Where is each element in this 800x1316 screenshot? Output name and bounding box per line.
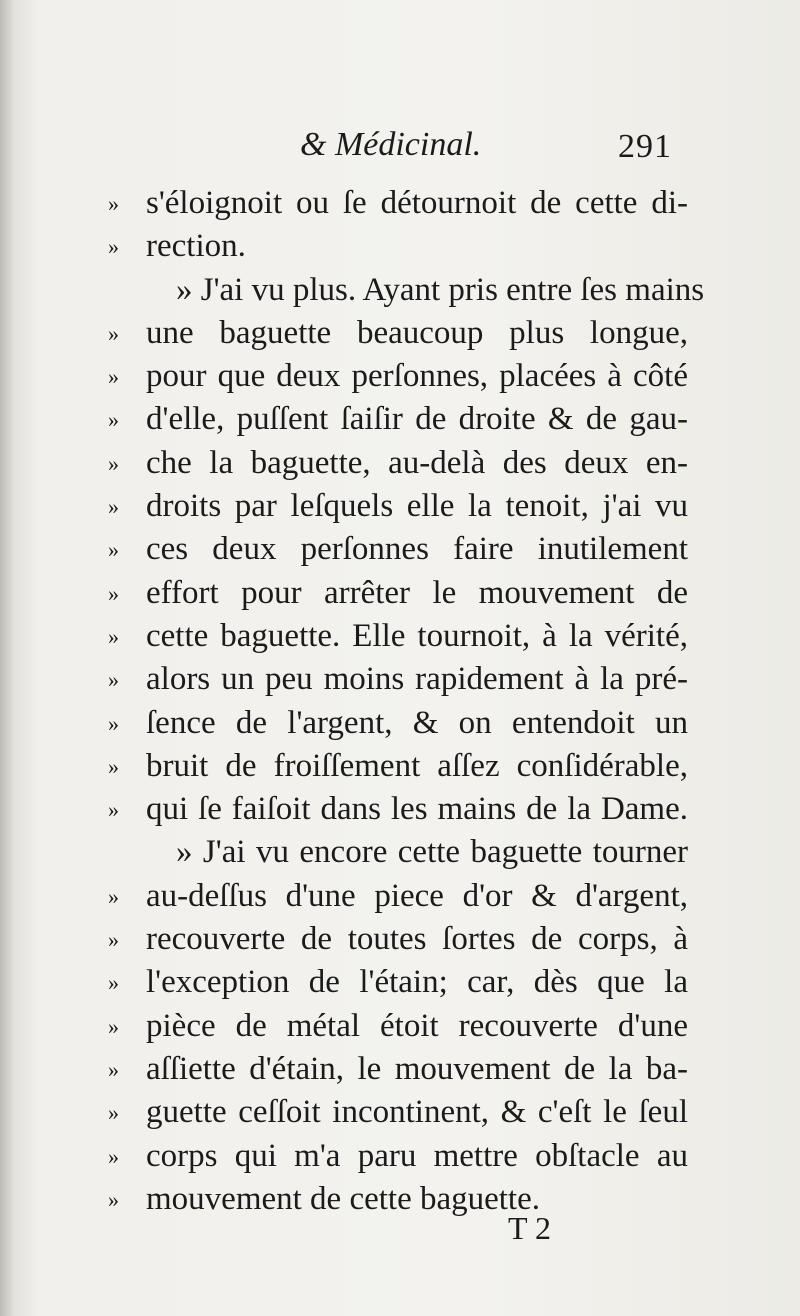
quote-mark: » xyxy=(108,191,118,216)
quote-mark: » xyxy=(108,494,118,520)
line-text: mouvement de cette baguette. xyxy=(146,1180,541,1217)
text-line xyxy=(108,875,688,918)
line-text: l'exception de l'étain; car, dès que la xyxy=(146,964,688,1001)
quote-mark: » xyxy=(108,1143,118,1169)
line-text: effort pour arrêter le mouvement de xyxy=(146,574,688,611)
running-head xyxy=(0,126,800,176)
text-line xyxy=(108,961,688,1004)
quote-mark: » xyxy=(108,1186,118,1212)
text-line xyxy=(108,225,688,268)
text-line xyxy=(108,182,688,225)
quote-mark: » xyxy=(108,710,118,736)
line-text: d'elle, puſſent ſaiſir de droite & de gau- xyxy=(146,401,688,438)
line-text: cette baguette. Elle tournoit, à la vérité, xyxy=(146,617,688,654)
text-line xyxy=(108,1091,688,1134)
quote-mark: » xyxy=(108,1100,118,1126)
text-line xyxy=(108,398,688,441)
text-line xyxy=(108,745,688,788)
quote-mark: » xyxy=(108,234,118,260)
quote-mark: » xyxy=(108,623,118,649)
body-text xyxy=(108,182,705,1221)
text-line xyxy=(108,1048,688,1091)
quote-mark: » xyxy=(108,667,118,693)
quote-mark: » xyxy=(108,753,118,779)
line-text: au-deſſus d'une piece d'or & d'argent, xyxy=(146,877,688,914)
line-text: che la baguette, au-delà des deux en- xyxy=(146,444,688,481)
quote-mark: » xyxy=(108,883,118,909)
line-text: corps qui m'a paru mettre obſtacle au xyxy=(146,1137,688,1174)
quote-mark: » xyxy=(108,1013,118,1039)
text-line xyxy=(108,831,688,874)
text-line xyxy=(108,312,688,355)
text-line xyxy=(108,918,688,961)
text-line xyxy=(108,442,688,485)
text-line xyxy=(108,702,688,745)
line-text: une baguette beaucoup plus longue, xyxy=(146,314,688,351)
quote-mark: » xyxy=(108,537,118,563)
quote-mark: » xyxy=(108,320,118,346)
line-text: ces deux perſonnes faire inutilement xyxy=(146,531,688,568)
text-line xyxy=(108,658,688,701)
signature-mark: T 2 xyxy=(508,1210,551,1246)
page-number: 291 xyxy=(618,128,672,165)
text-line xyxy=(108,355,688,398)
line-text: alors un peu moins rapidement à la pré- xyxy=(146,661,688,698)
text-line xyxy=(108,269,705,312)
line-text: qui ſe faiſoit dans les mains de la Dame. xyxy=(146,791,688,828)
line-text: s'éloignoit ou ſe détournoit de cette di- xyxy=(146,185,688,221)
text-line xyxy=(108,1135,688,1178)
line-text: ſence de l'argent, & on entendoit un xyxy=(146,704,688,741)
line-text: » J'ai vu encore cette baguette tourner xyxy=(176,834,688,871)
text-line xyxy=(108,572,688,615)
line-text: » J'ai vu plus. Ayant pris entre ſes mains xyxy=(176,271,705,308)
page-edge-shadow xyxy=(0,0,14,1316)
quote-mark: » xyxy=(108,580,118,606)
quote-mark: » xyxy=(108,970,118,996)
quote-mark: » xyxy=(108,927,118,953)
quote-mark: » xyxy=(108,797,118,823)
line-text: pièce de métal étoit recouverte d'une xyxy=(146,1007,688,1044)
line-text: droits par leſquels elle la tenoit, j'ai vu xyxy=(146,488,688,525)
text-line xyxy=(108,485,688,528)
quote-mark: » xyxy=(108,1056,118,1082)
text-line xyxy=(108,615,688,658)
line-text: aſſiette d'étain, le mouvement de la ba- xyxy=(146,1050,688,1087)
quote-mark: » xyxy=(108,364,118,390)
text-line xyxy=(108,1005,688,1048)
line-text: pour que deux perſonnes, placées à côté xyxy=(146,358,688,395)
text-line xyxy=(108,788,688,831)
text-line xyxy=(108,1178,688,1221)
line-text: rection. xyxy=(146,228,246,265)
line-text: recouverte de toutes ſortes de corps, à xyxy=(146,921,688,958)
quote-mark: » xyxy=(108,450,118,476)
quote-mark: » xyxy=(108,407,118,433)
text-line xyxy=(108,528,688,571)
running-title: & Médicinal. xyxy=(300,126,482,163)
line-text: bruit de froiſſement aſſez conſidérable, xyxy=(146,747,688,784)
line-text: guette ceſſoit incontinent, & c'eſt le ſeul xyxy=(146,1094,688,1131)
